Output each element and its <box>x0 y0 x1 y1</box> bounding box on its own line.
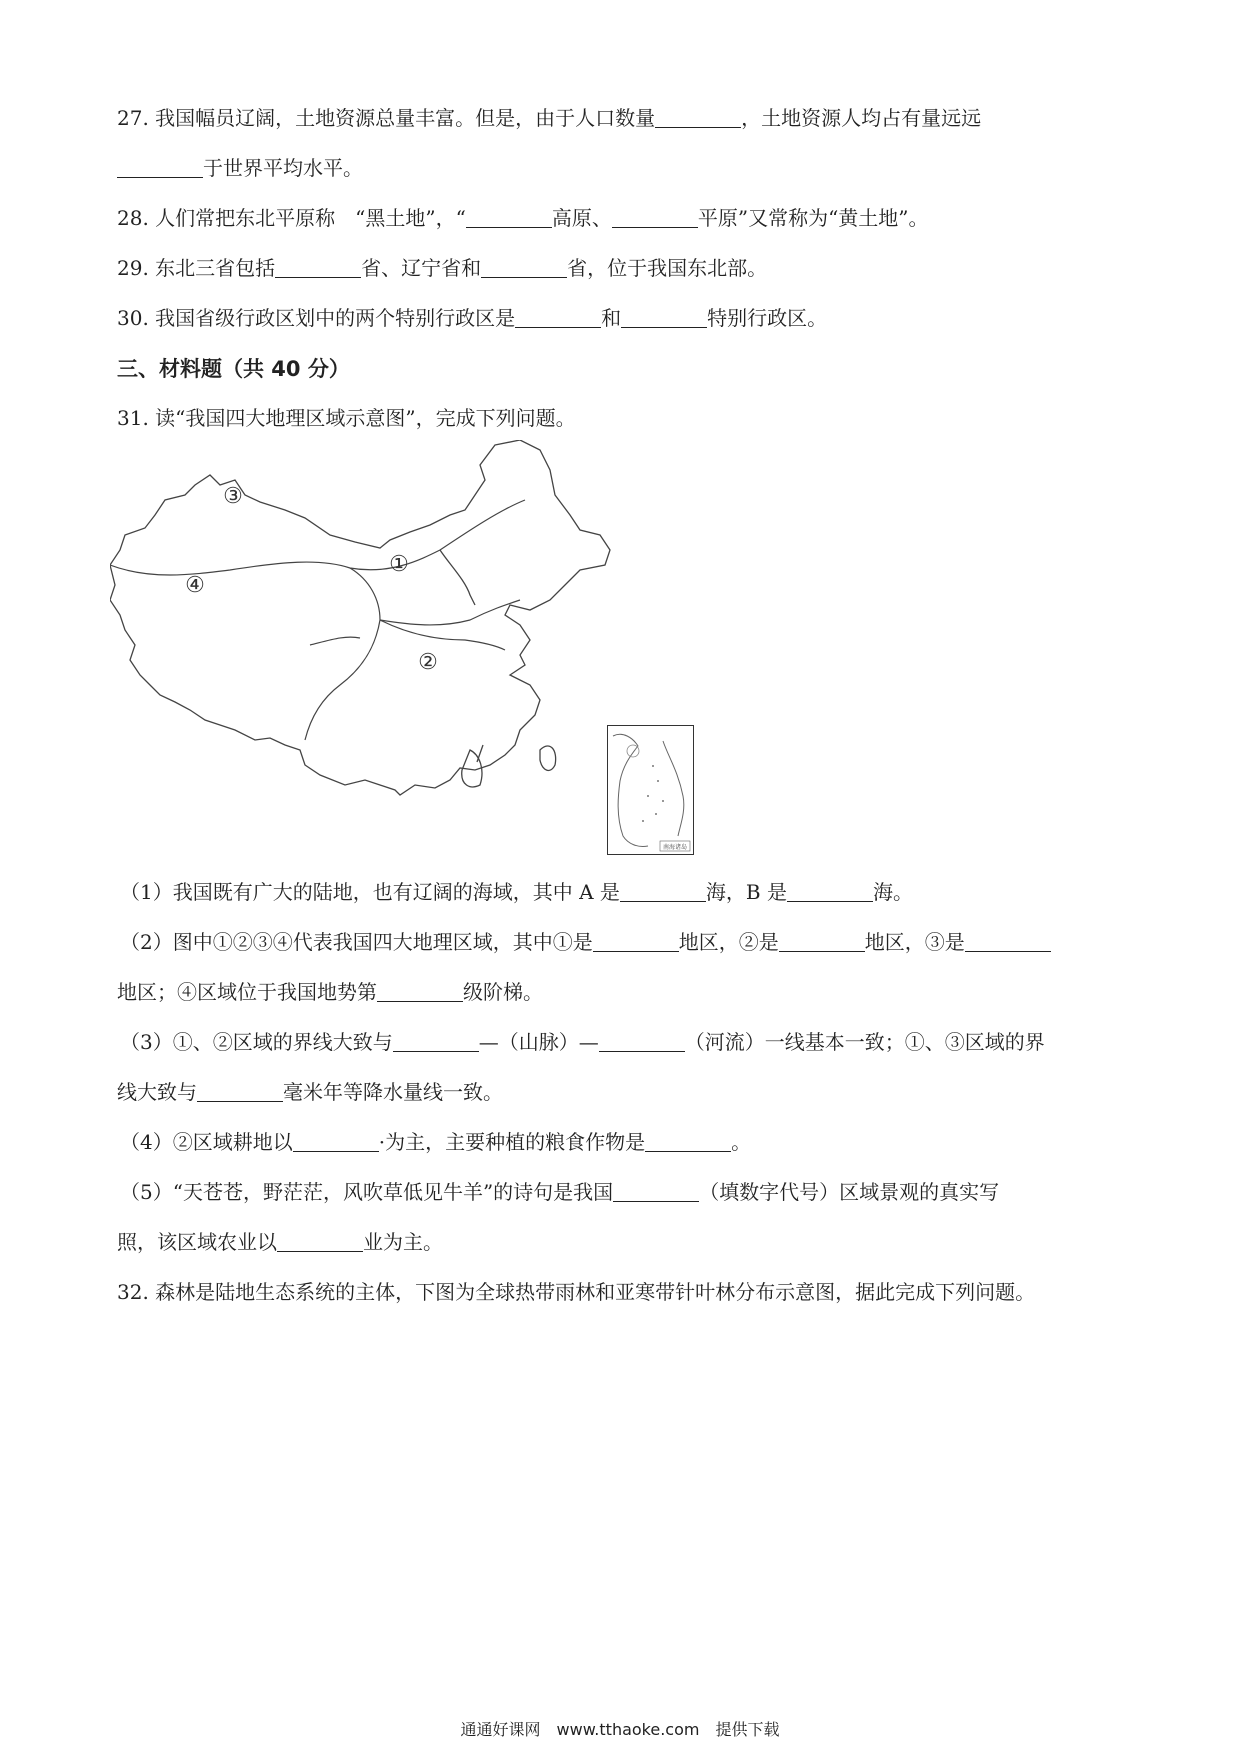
question-31-2-line-2: 地区；④区域位于我国地势第 级阶梯。 <box>117 980 543 1004</box>
page-footer: 通通好课网 www.tthaoke.com 提供下载 <box>460 1720 780 1739</box>
answer-blank <box>965 931 1051 952</box>
region-2-label: ② <box>418 650 438 675</box>
question-31-5-line-2: 照，该区域农业以 业为主。 <box>117 1230 443 1254</box>
question-32: 32. 森林是陆地生态系统的主体，下图为全球热带雨林和亚寒带针叶林分布示意图，据此完成下列问题。 <box>117 1280 1036 1304</box>
question-29: 29. 东北三省包括 省、辽宁省和 省，位于我国东北部。 <box>117 256 768 280</box>
question-31-4: （4）②区域耕地以 ·为主，主要种植的粮食作物是 。 <box>120 1130 752 1154</box>
inset-caption: 南海诸岛 <box>662 844 688 851</box>
answer-blank <box>466 207 552 228</box>
answer-blank <box>613 1181 699 1202</box>
answer-blank <box>593 931 679 952</box>
south-china-sea-inset <box>607 725 694 855</box>
answer-blank <box>645 1131 731 1152</box>
question-31-3-line-1: （3）①、②区域的界线大致与 —（山脉）— （河流）一线基本一致；①、③区域的界 <box>120 1030 1045 1054</box>
china-regions-map <box>110 440 620 860</box>
answer-blank <box>612 207 698 228</box>
china-outline <box>110 440 610 795</box>
answer-blank <box>393 1031 479 1052</box>
taiwan-island <box>540 746 556 770</box>
answer-blank <box>377 981 463 1002</box>
question-30: 30. 我国省级行政区划中的两个特别行政区是 和 特别行政区。 <box>117 306 828 330</box>
answer-blank <box>293 1131 379 1152</box>
answer-blank <box>599 1031 685 1052</box>
answer-blank <box>655 107 741 128</box>
answer-blank <box>117 157 203 178</box>
region-3-label: ③ <box>223 484 243 509</box>
region-4-label: ④ <box>185 573 205 598</box>
region-boundaries <box>110 500 525 740</box>
answer-blank <box>787 881 873 902</box>
region-1-label: ① <box>389 552 409 577</box>
question-28: 28. 人们常把东北平原称 “黑土地”，“ 高原、 平原”又常称为“黄土地”。 <box>117 206 929 230</box>
question-31-2-line-1: （2）图中①②③④代表我国四大地理区域，其中①是 地区，②是 地区，③是 <box>120 928 1051 956</box>
answer-blank <box>275 257 361 278</box>
question-31-1: （1）我国既有广大的陆地，也有辽阔的海域，其中 A 是 海，B 是 海。 <box>120 880 913 904</box>
question-31-5-line-1: （5）“天苍苍，野茫茫，风吹草低见牛羊”的诗句是我国 （填数字代号）区域景观的真实写 <box>120 1180 1000 1204</box>
answer-blank <box>481 257 567 278</box>
answer-blank <box>621 307 707 328</box>
answer-blank <box>197 1081 283 1102</box>
answer-blank <box>620 881 706 902</box>
region-labels <box>185 484 438 675</box>
answer-blank <box>779 931 865 952</box>
question-31-3-line-2: 线大致与 毫米年等降水量线一致。 <box>117 1080 503 1104</box>
section-heading: 三、材料题（共 40 分） <box>117 357 350 381</box>
answer-blank <box>515 307 601 328</box>
question-27-line-1: 27. 我国幅员辽阔，土地资源总量丰富。但是，由于人口数量 ，土地资源人均占有量远远 <box>117 106 982 130</box>
question-27-line-2: 于世界平均水平。 <box>117 154 363 182</box>
answer-blank <box>277 1231 363 1252</box>
inset-map <box>608 726 692 853</box>
sea-line-mark <box>477 745 483 762</box>
question-31-intro: 31. 读“我国四大地理区域示意图”，完成下列问题。 <box>117 406 576 430</box>
